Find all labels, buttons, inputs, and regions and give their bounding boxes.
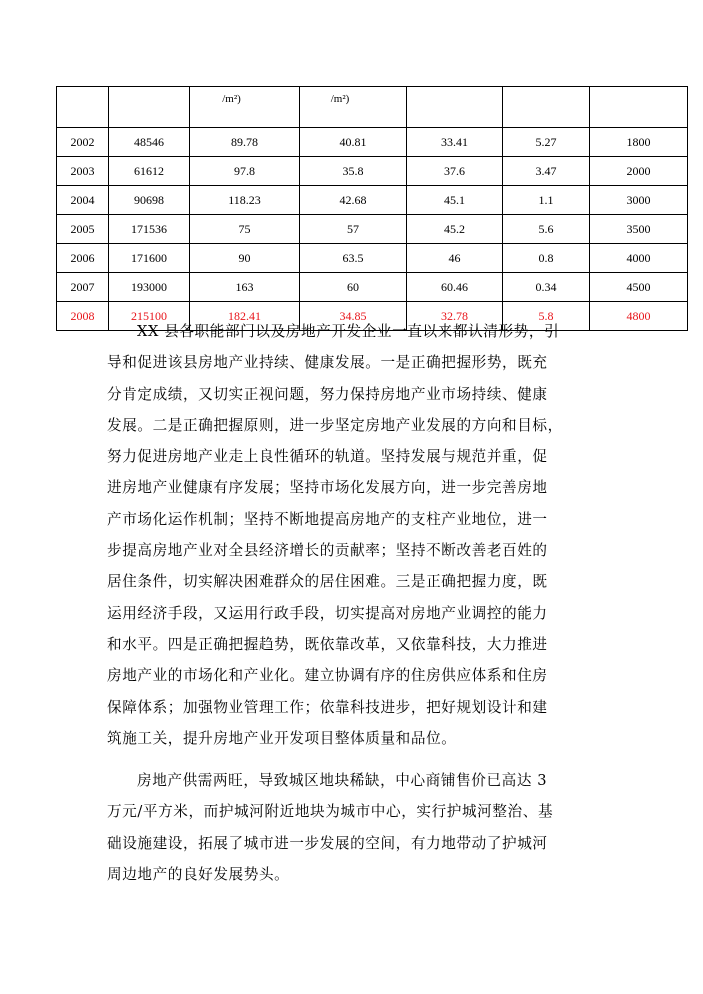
table-row [57,128,688,157]
table-header-cell [407,87,503,128]
table-header-cell-unit [300,87,407,128]
paragraph-line: XX 县各职能部门以及房地产开发企业一直以来都认清形势，引 [137,323,560,340]
table-cell: 2004 [57,186,109,215]
table-cell: 33.41 [407,128,503,157]
paragraph-line: 和水平。四是正确把握趋势，既依靠改革，又依靠科技，大力推进 [107,635,548,653]
table-cell: 3000 [590,186,688,215]
paragraph-2 [107,765,607,890]
table-cell: 34.85 [300,302,407,331]
paragraph-1 [107,316,607,754]
table-cell: 45.1 [407,186,503,215]
table-cell: 4000 [590,244,688,273]
table-cell: 0.8 [503,244,590,273]
table-cell: 2005 [57,215,109,244]
table-row [57,186,688,215]
table-cell: 63.5 [300,244,407,273]
table-cell: 60 [300,273,407,302]
paragraph-line: 导和促进该县房地产业持续、健康发展。一是正确把握形势，既充 [107,354,548,372]
table-cell: 0.34 [503,273,590,302]
paragraph-line: 产市场化运作机制；坚持不断地提高房地产的支柱产业地位，进一 [107,510,548,528]
table-cell: 48546 [109,128,190,157]
table-cell: 2000 [590,157,688,186]
table-cell: 4500 [590,273,688,302]
table-cell: 182.41 [190,302,300,331]
paragraph-line: 分肯定成绩，又切实正视问题，努力保持房地产业市场持续、健康 [107,385,548,403]
unit-label: /m²) [330,93,350,105]
table-cell: 60.46 [407,273,503,302]
table-cell: 2007 [57,273,109,302]
table-cell: 90 [190,244,300,273]
table-cell: 3.47 [503,157,590,186]
table-cell: 4800 [590,302,688,331]
table-cell: 90698 [109,186,190,215]
table-cell: 1.1 [503,186,590,215]
table-cell: 37.6 [407,157,503,186]
paragraph-line: 础设施建设，拓展了城市进一步发展的空间，有力地带动了护城河 [107,834,548,852]
table-cell: 2002 [57,128,109,157]
real-estate-data-table [56,86,688,331]
paragraph-line: 居住条件，切实解决困难群众的居住困难。三是正确把握力度，既 [107,573,548,591]
table-row [57,273,688,302]
table-cell: 5.8 [503,302,590,331]
table-cell: 42.68 [300,186,407,215]
paragraph-line: 房地产业的市场化和产业化。建立协调有序的住房供应体系和住房 [107,667,548,685]
paragraph-line: 进房地产业健康有序发展；坚持市场化发展方向，进一步完善房地 [107,479,548,497]
table-cell: 35.8 [300,157,407,186]
table-cell: 1800 [590,128,688,157]
table-cell: 163 [190,273,300,302]
table-header-row [57,87,688,128]
table-cell: 5.6 [503,215,590,244]
table-cell: 171600 [109,244,190,273]
table-cell: 89.78 [190,128,300,157]
table-cell: 118.23 [190,186,300,215]
table-cell: 3500 [590,215,688,244]
table-cell: 5.27 [503,128,590,157]
table-header-cell [503,87,590,128]
unit-label: /m²) [222,93,241,105]
paragraph-line: 努力促进房地产业走上良性循环的轨道。坚持发展与规范并重，促 [107,448,548,466]
table-cell: 46 [407,244,503,273]
table-cell: 40.81 [300,128,407,157]
table-cell: 193000 [109,273,190,302]
table-header-cell-unit [190,87,300,128]
table-row [57,244,688,273]
paragraph-line: 发展。二是正确把握原则，进一步坚定房地产业发展的方向和目标， [107,416,563,434]
table-cell: 2006 [57,244,109,273]
table-header-cell [590,87,688,128]
paragraph-line: 筑施工关，提升房地产业开发项目整体质量和品位。 [107,729,457,747]
table-header-cell [109,87,190,128]
table-row [57,157,688,186]
table-header-cell [57,87,109,128]
paragraph-line: 保障体系；加强物业管理工作；依靠科技进步，把好规划设计和建 [107,698,548,716]
table-cell: 61612 [109,157,190,186]
table-cell: 75 [190,215,300,244]
table-cell: 215100 [109,302,190,331]
table-row [57,215,688,244]
table-cell: 32.78 [407,302,503,331]
table-cell: 171536 [109,215,190,244]
paragraph-line: 房地产供需两旺，导致城区地块稀缺，中心商铺售价已高达 3 [137,772,548,789]
table-cell: 57 [300,215,407,244]
paragraph-line: 运用经济手段，又运用行政手段，切实提高对房地产业调控的能力 [107,604,548,622]
table-cell: 45.2 [407,215,503,244]
table-cell: 2003 [57,157,109,186]
table-cell: 2008 [57,302,109,331]
paragraph-line: 周边地产的良好发展势头。 [107,865,290,883]
paragraph-line: 万元/平方米，而护城河附近地块为城市中心，实行护城河整治、基 [107,803,554,821]
paragraph-line: 步提高房地产业对全县经济增长的贡献率；坚持不断改善老百姓的 [107,542,548,560]
table-cell: 97.8 [190,157,300,186]
